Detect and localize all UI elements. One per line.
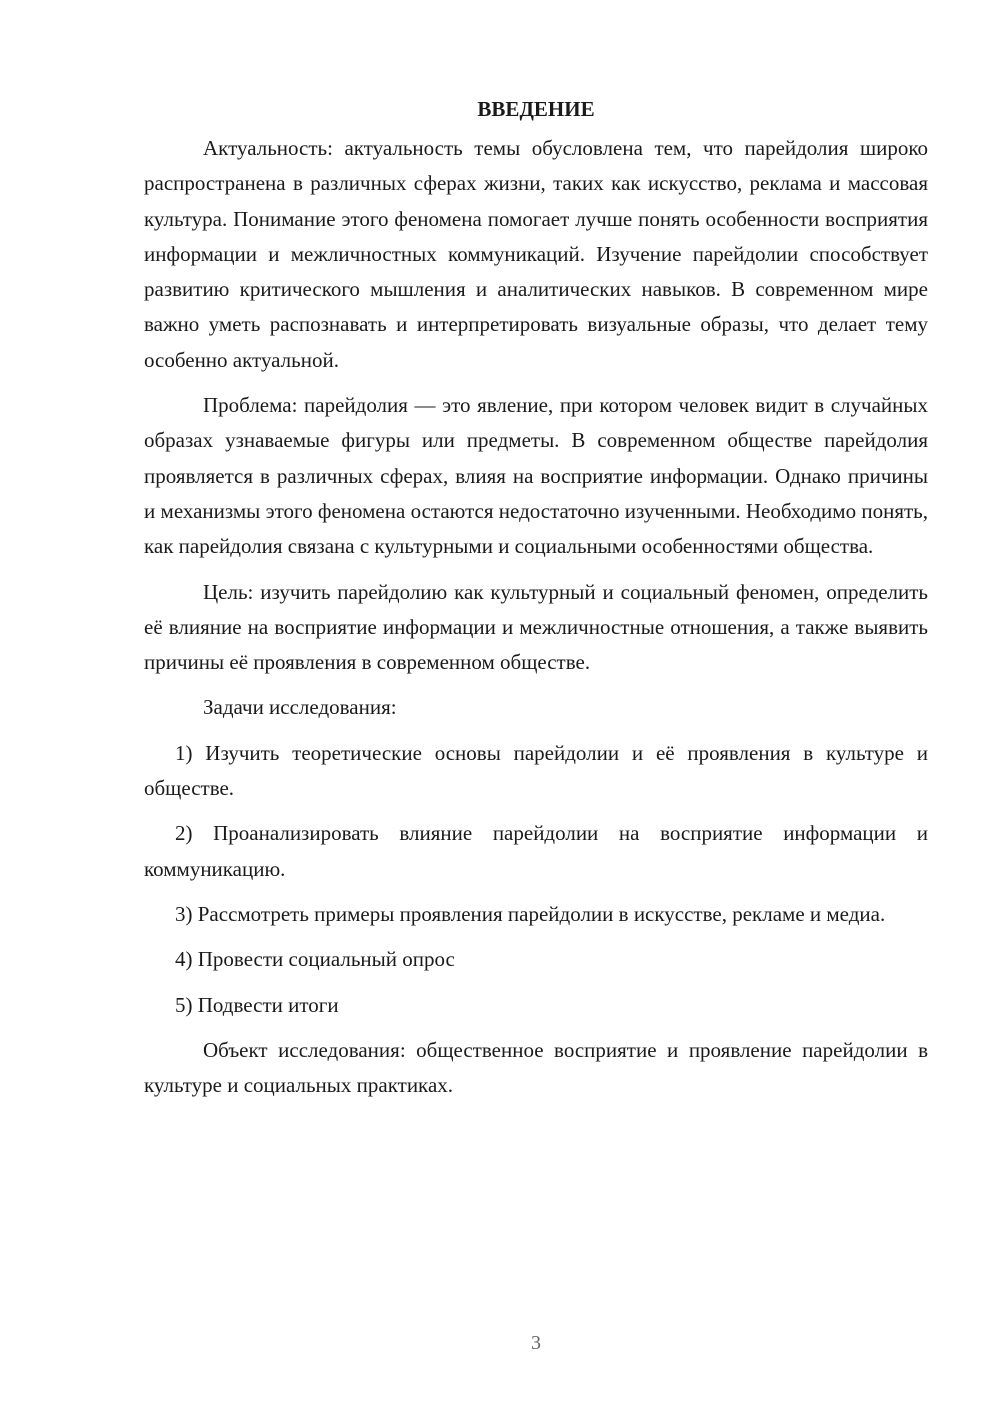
task-item: 4) Провести социальный опрос (175, 947, 455, 972)
task-item: 3) Рассмотреть примеры проявления парейдолии в искусстве, рекламе и медиа. (175, 901, 886, 926)
paragraph-object: Объект исследования: общественное восприятие и проявление парейдолии в культуре и социальных практиках. (144, 1037, 928, 1098)
page-title: ВВЕДЕНИЕ (477, 97, 595, 121)
paragraph-relevance: Актуальность: актуальность темы обусловлена тем, что парейдолия широко распространена в различных сферах жизни, таких как искусство, реклама и массовая культура. Понимание этого феномена помогает лучше понять особенности восприятия информации и межличностных коммуникаций. Изучение парейдолии способствует развитию критического мышления и аналитических навыков. В современном мире важно уметь распознавать и интерпретировать визуальные образы, что делает тему особенно актуальной. (144, 136, 928, 372)
tasks-heading: Задачи исследования: (203, 695, 397, 720)
paragraph-problem: Проблема: парейдолия — это явление, при котором человек видит в случайных образах узнаваемые фигуры или предметы. В современном обществе парейдолия проявляется в различных сферах, влияя на восприятие информации. Однако причины и механизмы этого феномена остаются недостаточно изученными. Необходимо понять, как парейдолия связана с культурными и социальными особенностями общества. (144, 393, 928, 559)
task-item: 5) Подвести итоги (175, 992, 339, 1017)
task-item: 2) Проанализировать влияние парейдолии на восприятие информации и коммуникацию. (144, 821, 928, 881)
document-body (144, 92, 928, 1113)
task-item: 1) Изучить теоретические основы парейдолии и её проявления в культуре и обществе. (144, 740, 928, 801)
page-number: 3 (531, 1332, 541, 1354)
paragraph-goal: Цель: изучить парейдолию как культурный и социальный феномен, определить её влияние на восприятие информации и межличностные отношения, а также выявить причины её проявления в современном обществе. (144, 579, 928, 675)
